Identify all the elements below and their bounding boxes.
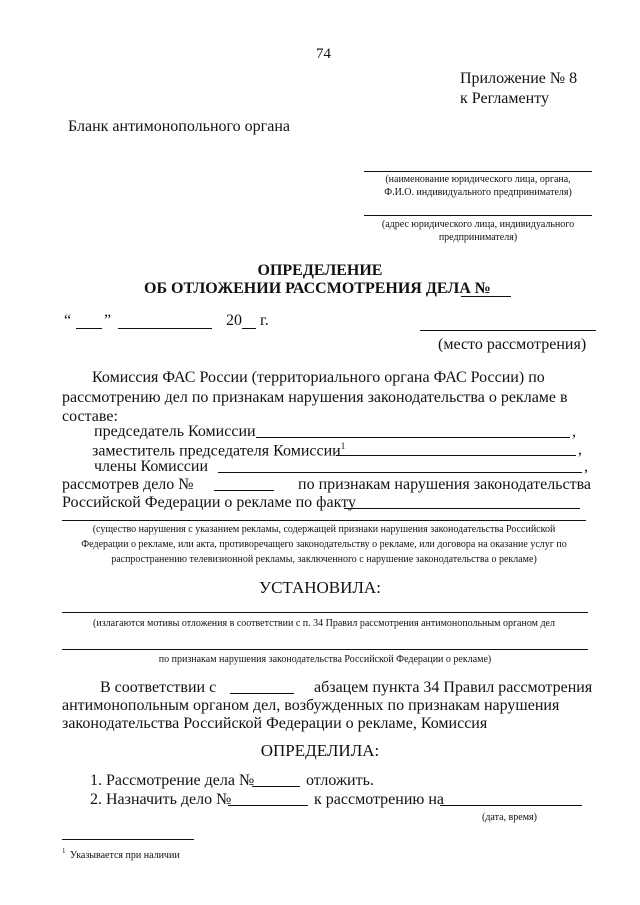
footnote-mark: 1 bbox=[62, 847, 66, 855]
date-year-blank bbox=[242, 328, 256, 329]
blank-label: Бланк антимонопольного органа bbox=[68, 118, 290, 135]
motives-caption-2: по признакам нарушения законодательства Российской Федерации о рекламе) bbox=[158, 654, 492, 665]
accordance-line-1b: абзацем пункта 34 Правил рассмотрения bbox=[314, 679, 593, 696]
case-number-field bbox=[214, 490, 274, 491]
recipient-address-caption-1: (адрес юридического лица, индивидуального bbox=[381, 219, 575, 230]
recipient-address-caption-2: предпринимателя) bbox=[438, 232, 518, 243]
members-comma: , bbox=[584, 458, 588, 475]
footnote-text: Указывается при наличии bbox=[70, 850, 180, 861]
members-label: члены Комиссии bbox=[94, 458, 209, 475]
document-title: ОПРЕДЕЛЕНИЕ bbox=[257, 262, 383, 279]
appendix-number: Приложение № 8 bbox=[460, 70, 578, 87]
place-blank bbox=[420, 330, 596, 331]
case-fact-blank-2 bbox=[62, 520, 586, 521]
accordance-paragraph-blank bbox=[230, 693, 294, 694]
appendix-reference: к Регламенту bbox=[460, 90, 549, 107]
document-subtitle: ОБ ОТЛОЖЕНИИ РАССМОТРЕНИЯ ДЕЛА № bbox=[144, 280, 491, 297]
page-number: 74 bbox=[316, 46, 331, 62]
motives-blank bbox=[62, 612, 588, 613]
deputy-footnote-mark: 1 bbox=[340, 441, 346, 451]
decision-1-label: 1. Рассмотрение дела № bbox=[90, 772, 255, 789]
motives-blank-2 bbox=[62, 649, 588, 650]
date-month-blank bbox=[118, 328, 212, 329]
decided-heading: ОПРЕДЕЛИЛА: bbox=[260, 741, 380, 760]
footnote-separator bbox=[62, 839, 194, 840]
date-quote-close: ” bbox=[104, 312, 112, 329]
decision-2-action: к рассмотрению на bbox=[314, 791, 445, 808]
deputy-comma: , bbox=[578, 441, 582, 458]
chair-label: председатель Комиссии bbox=[94, 423, 256, 440]
case-label: рассмотрев дело № bbox=[62, 476, 194, 493]
date-year-prefix: 20 bbox=[226, 312, 242, 329]
recipient-address-line bbox=[364, 215, 592, 216]
accordance-line-1a: В соответствии с bbox=[100, 679, 217, 696]
recipient-name-line bbox=[364, 171, 592, 172]
chair-blank bbox=[256, 437, 570, 438]
recipient-name-caption-2: Ф.И.О. индивидуального предпринимателя) bbox=[384, 187, 572, 198]
recipient-name-caption-1: (наименование юридического лица, органа, bbox=[385, 174, 571, 185]
date-quote-open: “ bbox=[64, 312, 72, 329]
accordance-line-2: антимонопольным органом дел, возбужденных по признакам нарушения bbox=[62, 697, 560, 714]
date-day-blank bbox=[76, 328, 102, 329]
established-heading: УСТАНОВИЛА: bbox=[259, 578, 381, 597]
members-blank bbox=[218, 472, 582, 473]
essence-caption-1: (существо нарушения с указанием рекламы, содержащей признаки нарушения законодательства Российской bbox=[92, 524, 556, 535]
deputy-blank bbox=[336, 455, 576, 456]
motives-caption-1: (излагаются мотивы отложения в соответствии с п. 34 Правил рассмотрения антимонопольным органом дел bbox=[93, 618, 555, 629]
case-number-blank bbox=[461, 296, 511, 297]
intro-line-3: составе: bbox=[62, 408, 118, 425]
accordance-line-3: законодательства Российской Федерации о рекламе, Комиссия bbox=[62, 715, 488, 732]
deputy-label: заместитель председателя Комиссии$^1$ bbox=[92, 441, 346, 460]
date-year-suffix: г. bbox=[260, 312, 269, 329]
case-fact-blank bbox=[344, 508, 580, 509]
case-fact-label: Российской Федерации о рекламе по факту bbox=[62, 494, 356, 511]
datetime-caption: (дата, время) bbox=[482, 812, 537, 823]
chair-comma: , bbox=[572, 423, 576, 440]
decision-1-action: отложить. bbox=[306, 772, 374, 789]
essence-caption-2: Федерации о рекламе, или акта, противоречащего законодательству о рекламе, или договора на оказание услуг по bbox=[81, 539, 567, 550]
case-grounds: по признакам нарушения законодательства bbox=[298, 476, 592, 493]
intro-line-1: Комиссия ФАС России (территориального органа ФАС России) по bbox=[92, 369, 545, 386]
decision-1-case-blank bbox=[252, 786, 300, 787]
decision-2-label: 2. Назначить дело № bbox=[90, 791, 232, 808]
intro-line-2: рассмотрению дел по признакам нарушения законодательства о рекламе в bbox=[62, 389, 568, 406]
essence-caption-3: распространению телевизионной рекламы, заключенного с нарушение законодательства о рекламе) bbox=[111, 554, 537, 565]
decision-2-datetime-blank bbox=[440, 805, 582, 806]
decision-2-case-blank bbox=[228, 805, 308, 806]
place-caption: (место рассмотрения) bbox=[438, 336, 587, 353]
